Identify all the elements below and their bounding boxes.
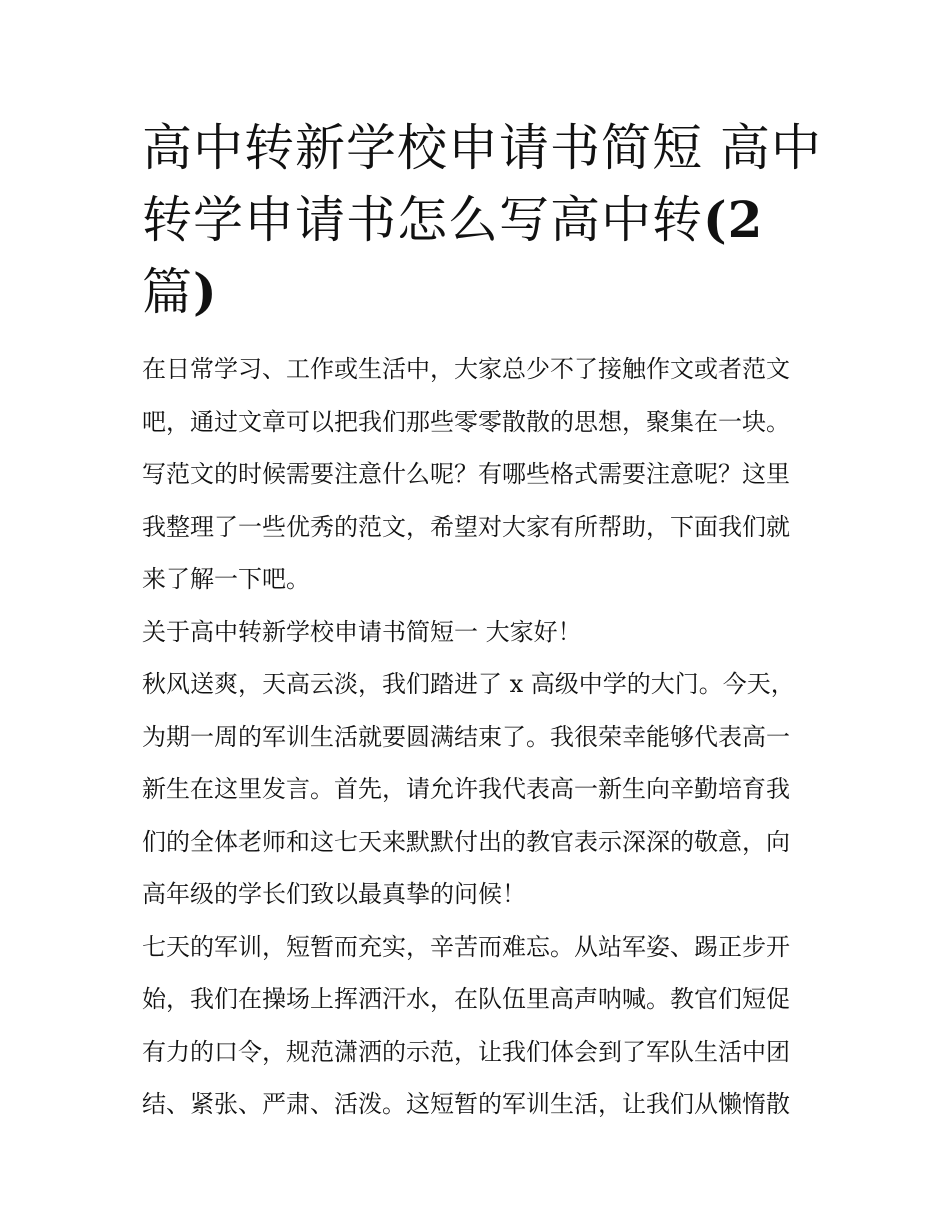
paragraph-line: 有力的口令，规范潇洒的示范，让我们体会到了军队生活中团 bbox=[142, 1037, 790, 1066]
title-count-close: ) bbox=[193, 262, 218, 321]
paragraph-line: 写范文的时候需要注意什么呢？有哪些格式需要注意呢？这里 bbox=[142, 460, 790, 488]
document-content bbox=[142, 112, 822, 1131]
paragraph-line: 始，我们在操场上挥洒汗水，在队伍里高声呐喊。教官们短促 bbox=[142, 985, 790, 1013]
document-title bbox=[142, 112, 822, 328]
title-line-3 bbox=[142, 256, 822, 328]
paragraph-line: 关于高中转新学校申请书简短一 大家好！ bbox=[142, 617, 582, 646]
paragraph-line: 高年级的学长们致以最真挚的问候！ bbox=[142, 880, 526, 908]
paragraph-line: 为期一周的军训生活就要圆满结束了。我很荣幸能够代表高一 bbox=[142, 722, 790, 751]
paragraph-line: 们的全体老师和这七天来默默付出的教官表示深深的敬意，向 bbox=[142, 827, 790, 856]
paragraph-line: 结、紧张、严肃、活泼。这短暂的军训生活，让我们从懒惰散 bbox=[142, 1090, 790, 1118]
title-line-2-text: 转学申请书怎么写高中转 bbox=[142, 191, 703, 249]
paragraph-heading-greeting bbox=[142, 606, 822, 659]
paragraph-military-training bbox=[142, 658, 822, 921]
title-count-open: (2 bbox=[703, 190, 764, 249]
paragraph-seven-days bbox=[142, 921, 822, 1131]
paragraph-line: 在日常学习、工作或生活中，大家总少不了接触作文或者范文 bbox=[142, 355, 790, 383]
title-line-1: 高中转新学校申请书简短 高中 bbox=[142, 119, 822, 177]
paragraph-line: 吧，通过文章可以把我们那些零零散散的思想，聚集在一块。 bbox=[142, 407, 790, 436]
paragraph-line: 新生在这里发言。首先，请允许我代表高一新生向辛勤培育我 bbox=[142, 775, 790, 803]
paragraph-line: 来了解一下吧。 bbox=[142, 565, 310, 593]
document-body bbox=[142, 343, 822, 1131]
paragraph-intro bbox=[142, 343, 822, 606]
paragraph-line: 我整理了一些优秀的范文，希望对大家有所帮助，下面我们就 bbox=[142, 512, 790, 541]
title-line-3-text: 篇 bbox=[142, 263, 193, 321]
paragraph-line: 七天的军训，短暂而充实，辛苦而难忘。从站军姿、踢正步开 bbox=[142, 932, 790, 961]
title-line-2 bbox=[142, 184, 822, 256]
paragraph-line: 秋风送爽，天高云淡，我们踏进了 x 高级中学的大门。今天， bbox=[142, 670, 795, 698]
